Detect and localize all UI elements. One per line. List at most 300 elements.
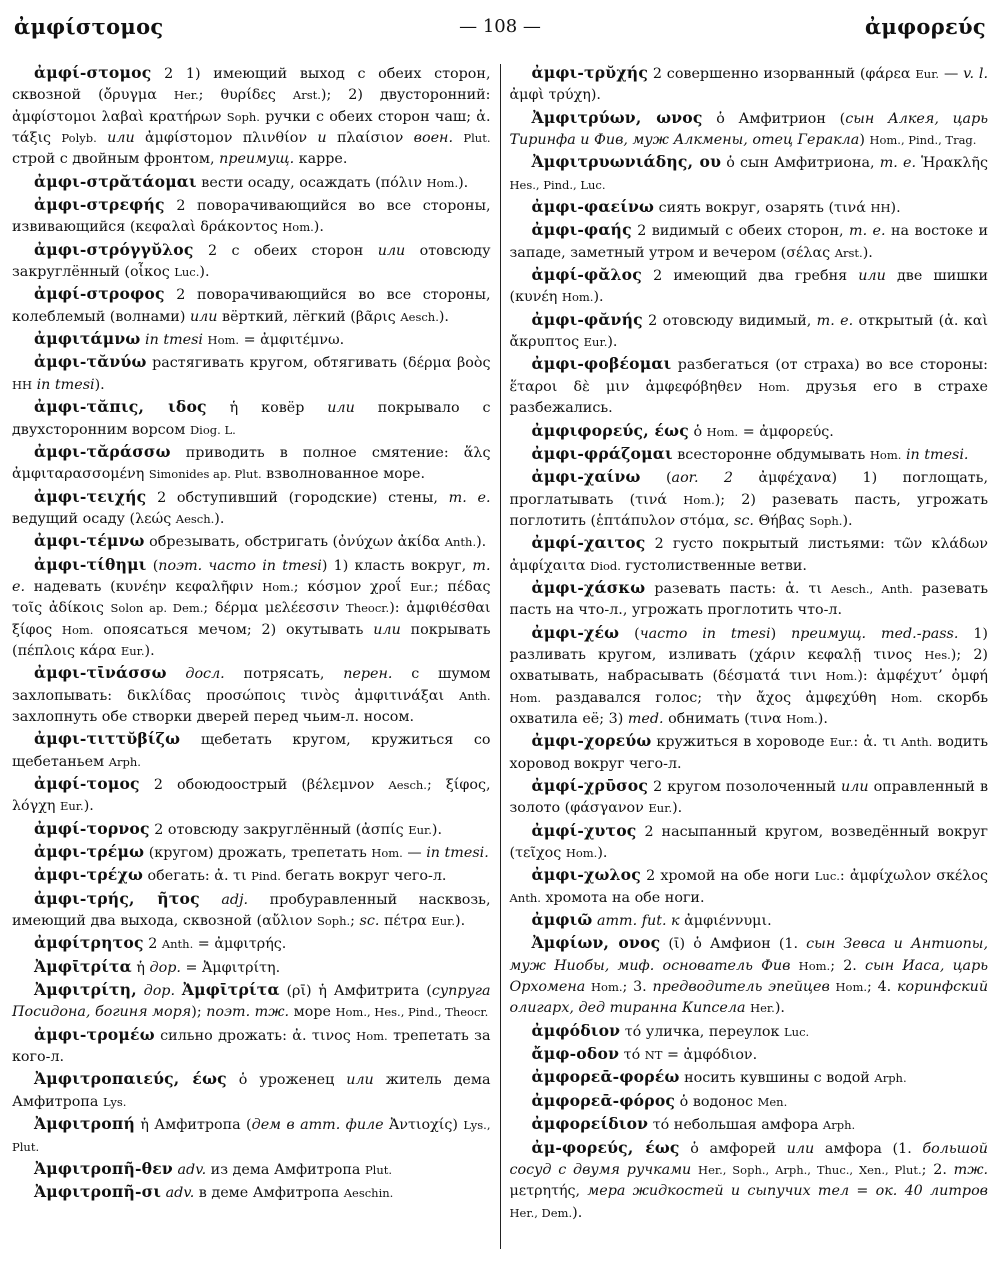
italic-note: adv. xyxy=(165,1185,195,1202)
entry-text: хромота на обе ноги. xyxy=(540,889,705,906)
dictionary-entry xyxy=(12,486,491,531)
source-abbrev: Soph. xyxy=(316,914,351,929)
italic-note: или xyxy=(189,308,218,325)
italic-note: sc. xyxy=(359,913,380,930)
entry-text: раздавался голос; τὴν ἄχος ἀμφεχύθη xyxy=(541,689,891,706)
entry-text: строй с двойным фронтом, xyxy=(12,151,220,168)
entry-text: в деме Амфитропа xyxy=(194,1185,344,1202)
italic-note: in tmesi xyxy=(145,332,203,349)
entry-text: всесторонне обдумывать xyxy=(672,446,870,463)
source-abbrev: Hom. xyxy=(758,379,790,394)
entry-text: ); 2) двусторонний: ἀμφίστομοι λαβαὶ κρατήρων xyxy=(12,87,491,125)
entry-text: бегать вокруг чего-л. xyxy=(280,868,447,885)
dictionary-entry xyxy=(12,554,491,663)
headword: ἀμφίτρητος xyxy=(34,933,144,953)
dictionary-entry xyxy=(510,532,989,577)
source-abbrev: Hes. xyxy=(924,647,951,662)
entry-text: ). xyxy=(890,200,901,217)
source-abbrev: Aesch. xyxy=(400,309,439,324)
source-abbrev: Hom. xyxy=(561,290,594,305)
dictionary-entry xyxy=(510,1090,989,1113)
italic-note: т. е. xyxy=(448,489,491,506)
entry-text: покрывать (πέπλοις κάρα xyxy=(12,621,491,659)
italic-note: или xyxy=(107,130,135,147)
source-abbrev: Men. xyxy=(757,1094,788,1109)
headword: ἀμφι-τειχής xyxy=(34,486,147,506)
dictionary-entry xyxy=(12,841,491,864)
source-abbrev: Plut. xyxy=(463,131,491,146)
source-abbrev: Hom. xyxy=(890,690,923,705)
headword: ἀμφι-τᾰράσσω xyxy=(34,441,171,461)
entry-text: Θήβας xyxy=(753,512,810,529)
entry-text: πλαίσιον xyxy=(326,130,414,147)
entry-text: ). xyxy=(199,264,210,281)
entry-text: 2 хромой на обе ноги xyxy=(640,868,815,885)
entry-text: житель дема Амфитропа xyxy=(12,1072,491,1110)
entry-text: 2 1) имеющий выход с обеих сторон, сквозной (ὄρυγμα xyxy=(12,66,491,104)
entry-text: пробуравленный насквозь, имеющий два выхода, сквозной (αὔλιον xyxy=(12,891,491,930)
entry-text: обрезывать, обстригать (ὀνύχων ἀκίδα xyxy=(144,534,445,551)
entry-text: 2 кругом позолоченный xyxy=(648,779,842,795)
entry-text: трепетать за кого-л. xyxy=(12,1027,491,1066)
italic-note: супруга Посидона, богиня моря xyxy=(12,983,491,1021)
entry-text: обегать: ἀ. τι xyxy=(143,868,252,885)
source-abbrev: Anth. xyxy=(459,688,491,703)
entry-text: ). xyxy=(83,798,94,815)
source-abbrev: Hom. xyxy=(207,333,240,348)
italic-note: досл. xyxy=(185,666,225,683)
dictionary-entry xyxy=(510,1137,989,1224)
entry-text xyxy=(97,130,107,146)
italic-note: дор. xyxy=(149,959,181,976)
dictionary-entry xyxy=(12,194,491,239)
headword: ἀμφι-τᾰπις, ιδος xyxy=(34,397,207,417)
dictionary-entry xyxy=(510,1043,989,1066)
headword: ἀμφιῶ xyxy=(531,910,593,930)
entry-text: приводить в полное смятение: ἅλς ἀμφιταρασσομένη xyxy=(12,444,491,483)
entry-text: 2 насыпанный кругом, возведённый вокруг (τεῖχος xyxy=(509,823,988,862)
headword: Ἀμφιτροπῆ-σι xyxy=(34,1182,162,1202)
headword: ἀμφι-χωλος xyxy=(531,865,641,885)
dictionary-entry xyxy=(12,1181,491,1204)
italic-note: или xyxy=(377,242,406,259)
source-abbrev: Aesch., Anth. xyxy=(831,581,913,596)
entry-text: ). xyxy=(214,510,225,527)
source-abbrev: Arph. xyxy=(874,1071,907,1086)
source-abbrev: Arph. xyxy=(108,754,141,769)
headword: ἀμφι-χέω xyxy=(531,622,620,642)
entry-text: ὁ амфорей xyxy=(679,1140,787,1157)
headword: ἀμφι-στρεφής xyxy=(34,195,165,215)
headword: Ἀμφιτρίτη, xyxy=(34,980,137,1000)
source-abbrev: Hom. xyxy=(869,447,902,462)
italic-note: преимущ. xyxy=(219,151,295,168)
entry-text: τό xyxy=(619,1047,645,1064)
headword: ἀμφι-φαής xyxy=(531,220,632,240)
headword: Ἀμφιτροπῆ-θεν xyxy=(34,1158,173,1178)
entry-text: ὁ Амфитрион ( xyxy=(702,110,846,127)
entry-text: открытый (ἀ. καὶ ἄκρυπτος xyxy=(509,312,988,351)
entry-text: = ἀμφορεύς. xyxy=(738,423,834,440)
entry-text: (ρῑ) ἡ Амфитрита ( xyxy=(279,983,432,1000)
left-column xyxy=(12,62,500,1249)
headword: ἀμφί-χρῡσος xyxy=(531,776,649,795)
entry-text: ). xyxy=(672,800,683,817)
entry-text: ). xyxy=(94,376,105,393)
italic-note: мера жидкостей и сыпучих тел = ок. 40 литров xyxy=(587,1183,988,1200)
entry-text: ведущий осаду (λεώς xyxy=(12,510,176,527)
source-abbrev: Solon ap. Dem. xyxy=(110,601,204,616)
entry-text: захлопнуть обе створки дверей перед чьим-л. носом. xyxy=(12,708,414,725)
source-abbrev: Eur. xyxy=(915,67,940,81)
source-abbrev: Luc. xyxy=(784,1024,810,1039)
source-abbrev: Hom. xyxy=(61,622,94,637)
dictionary-entry xyxy=(12,888,491,933)
source-abbrev: Eur. xyxy=(829,735,854,750)
dictionary-entry xyxy=(12,1158,491,1181)
headword: ἀμφί-χυτος xyxy=(531,820,637,840)
entry-text: ). xyxy=(817,710,828,727)
italic-note: v. l. xyxy=(963,66,988,82)
headword: ἀμφορεᾱ-φορέω xyxy=(531,1067,680,1087)
header-last-headword: ἀμφορεύς xyxy=(864,14,986,39)
entry-text: = ἀμφιτέμνω. xyxy=(239,332,345,349)
headword: ἀμφι-τῑνάσσω xyxy=(34,663,167,683)
dictionary-entry xyxy=(510,420,989,443)
entry-text: ἀμφέχανα) 1) поглощать, проглатывать (τινά xyxy=(509,470,988,508)
headword: ἀμφι-στρόγγῠλος xyxy=(34,239,194,259)
italic-note: поэт. тж. xyxy=(206,1004,290,1021)
entry-text: потрясать, xyxy=(224,666,344,683)
entry-text: 2 с обеих сторон xyxy=(193,242,378,259)
headword: ἄμφ-οδον xyxy=(531,1044,620,1064)
headword: ἀμφί-τομος xyxy=(34,774,140,793)
italic-note: in tmesi. xyxy=(905,446,969,463)
entry-text: ὁ водонос xyxy=(675,1093,758,1110)
entry-text: τό небольшая амфора xyxy=(648,1117,823,1134)
entry-text: = Ἀμφιτρίτη. xyxy=(180,959,281,976)
dictionary-entry xyxy=(12,773,491,818)
entry-text: ). xyxy=(862,244,873,261)
source-abbrev: Her., Soph., Arph., Thuc., Xen., Plut. xyxy=(698,1162,922,1177)
italic-note: in tmesi. xyxy=(426,845,489,862)
source-abbrev: Soph. xyxy=(226,109,260,124)
entry-text xyxy=(137,983,144,999)
dictionary-entry xyxy=(12,1024,491,1069)
dictionary-entry xyxy=(12,1113,491,1158)
italic-note: adv. xyxy=(177,1161,207,1178)
entry-text: ). xyxy=(455,913,466,930)
entry-text: ). xyxy=(593,289,604,306)
entry-text: ) 1) класть вокруг, xyxy=(321,557,473,574)
italic-note: и xyxy=(317,130,327,147)
source-abbrev: Anth. xyxy=(900,735,933,750)
dictionary-entry xyxy=(12,171,491,194)
source-abbrev: Aeschin. xyxy=(343,1186,394,1201)
entry-text: с шумом захлопывать: δικλίδας προσώποις τινὸς ἀμφιτινάξαι xyxy=(12,666,491,704)
entry-text: 2 поворачивающийся во все стороны, извивающийся (κεφαλαὶ δράκοντος xyxy=(12,198,491,236)
entry-text: ). xyxy=(774,1000,785,1017)
source-abbrev: Hom. xyxy=(509,690,542,705)
dictionary-entry xyxy=(510,151,989,196)
source-abbrev: Eur. xyxy=(408,822,432,837)
entry-text: сильно дрожать: ἀ. τινος xyxy=(154,1027,357,1044)
source-abbrev: Diod. xyxy=(590,558,621,573)
source-abbrev: Anth. xyxy=(161,937,194,952)
entry-text: ; θυρίδες xyxy=(198,87,293,104)
dictionary-entry xyxy=(12,239,491,284)
headword: ἀμφι-τρέχω xyxy=(34,865,143,885)
headword: ἀμφι-φαείνω xyxy=(531,197,655,217)
entry-text: карре. xyxy=(294,151,348,168)
entry-text: ). xyxy=(438,308,449,325)
source-abbrev: Hom. xyxy=(371,846,403,861)
source-abbrev: Hom. xyxy=(825,669,858,684)
headword: ἀμφι-φοβέομαι xyxy=(531,354,672,374)
headword: ἀμφι-τιττῠβίζω xyxy=(34,729,181,749)
page-number: — 108 — xyxy=(459,16,541,37)
entry-text: на востоке и западе, заметный утром и вечером (σέλας xyxy=(509,223,989,261)
italic-note: дор. xyxy=(143,983,176,1000)
italic-note: или xyxy=(346,1072,374,1089)
entry-text xyxy=(175,983,182,999)
source-abbrev: HH xyxy=(870,201,891,216)
dictionary-entry xyxy=(12,530,491,553)
entry-text: обнимать (τινα xyxy=(663,710,787,727)
entry-text: τό уличка, переулок xyxy=(620,1023,785,1040)
headword: ἀμφί-τορνος xyxy=(34,818,150,838)
entry-text: ; 2. xyxy=(830,957,866,974)
source-abbrev: Arph. xyxy=(822,1118,856,1133)
entry-text: густолиственные ветви. xyxy=(620,557,807,574)
source-abbrev: Hes., Pind., Luc. xyxy=(509,177,606,192)
entry-text: 2 обоюдоострый (βέλεμνον xyxy=(139,777,389,793)
dictionary-columns xyxy=(12,62,988,1249)
italic-note: или xyxy=(841,779,869,795)
source-abbrev: Theocr. xyxy=(346,601,390,616)
entry-text: 2 поворачивающийся во все стороны, колеблемый (волнами) xyxy=(12,287,491,325)
entry-text: разевать пасть на что-л., угрожать проглотить что-л. xyxy=(509,580,988,619)
dictionary-entry xyxy=(510,1113,989,1136)
italic-note: большой сосуд с двумя ручками xyxy=(509,1140,988,1178)
headword: Ἀμφιτροπή xyxy=(34,1114,135,1134)
entry-text: вести осаду, осаждать (πόλιν xyxy=(196,174,427,191)
italic-note: т. е. xyxy=(816,312,854,329)
entry-text: (кругом) дрожать, трепетать xyxy=(144,845,372,862)
source-abbrev: Eur. xyxy=(60,799,84,814)
dictionary-entry xyxy=(510,820,989,865)
italic-note: т. е. xyxy=(12,557,491,595)
source-abbrev: Soph. xyxy=(809,513,843,528)
entry-text xyxy=(790,958,798,974)
entry-text: ). xyxy=(313,219,324,236)
dictionary-entry xyxy=(12,1068,491,1113)
italic-note: т. е. xyxy=(849,223,886,240)
dictionary-entry xyxy=(510,196,989,219)
source-abbrev: Hom. xyxy=(282,220,314,235)
entry-text: разевать пасть: ἀ. τι xyxy=(645,580,832,597)
entry-text: ; ξίφος, λόγχη xyxy=(12,777,491,815)
header-first-headword: ἀμφίστομος xyxy=(14,14,164,39)
source-abbrev: Pind. xyxy=(251,869,281,884)
entry-text: покрывало с двухсторонним ворсом xyxy=(12,400,491,438)
entry-text xyxy=(453,130,463,146)
dictionary-entry xyxy=(12,328,491,351)
headword: ἀμφί-στομος xyxy=(34,63,152,82)
source-abbrev: Aesch. xyxy=(388,778,427,792)
source-abbrev: Her., Dem. xyxy=(509,1205,573,1220)
source-abbrev: Hom. xyxy=(565,846,598,861)
italic-note: или xyxy=(858,268,886,285)
headword: Ἀμφιτροπαιεύς, έως xyxy=(34,1069,227,1089)
entry-text: ). xyxy=(476,534,487,551)
italic-note: sc. xyxy=(734,512,754,529)
source-abbrev: Lys., Plut. xyxy=(12,1118,491,1154)
entry-text: амфора (1. xyxy=(814,1140,923,1157)
headword: ἀμφόδιον xyxy=(531,1020,621,1040)
dictionary-entry xyxy=(510,1020,989,1043)
headword: Ἀμφῑτρίτα xyxy=(181,980,280,1000)
entry-text: ). xyxy=(458,174,469,191)
entry-text: ). xyxy=(572,1204,583,1221)
headword: ἀμφι-τᾰνύω xyxy=(34,352,147,372)
dictionary-entry xyxy=(510,1066,989,1089)
italic-note: или xyxy=(373,621,401,638)
italic-note: in tmesi xyxy=(36,376,95,393)
entry-text: ); 2) охватывать, набрасывать (δέσματά τινι xyxy=(509,646,988,685)
entry-text: ἡ xyxy=(131,959,150,976)
headword: ἀμφί-φᾰλος xyxy=(531,265,642,285)
entry-text: вёрткий, лёгкий (βᾶρις xyxy=(217,308,401,325)
dictionary-entry xyxy=(510,466,989,532)
headword: ἀμφιτάμνω xyxy=(34,329,141,349)
entry-text: ). xyxy=(607,334,618,351)
source-abbrev: Polyb. xyxy=(61,131,97,146)
italic-note: воен. xyxy=(413,130,454,147)
dictionary-entry xyxy=(510,622,989,731)
source-abbrev: Eur. xyxy=(410,579,434,594)
headword: ἀμφορείδιον xyxy=(531,1114,649,1134)
italic-note: или xyxy=(786,1140,815,1157)
entry-text: 2 видимый с обеих сторон, xyxy=(631,223,850,240)
source-abbrev: Aesch. xyxy=(175,511,215,526)
headword: ἀμφι-στρᾰτάομαι xyxy=(34,171,197,191)
entry-text: водить хоровод вокруг чего-л. xyxy=(509,734,989,772)
source-abbrev: Hom. xyxy=(262,579,294,594)
source-abbrev: Luc. xyxy=(174,265,200,280)
dictionary-entry xyxy=(12,956,491,979)
dictionary-entry xyxy=(12,62,491,171)
entry-text: ; δέρμα μελέεσσιν xyxy=(203,600,347,617)
source-abbrev: Luc. xyxy=(814,869,840,884)
italic-note: тж. xyxy=(953,1161,989,1178)
entry-text: ἀμφίστομον πλινθίον xyxy=(134,130,318,147)
source-abbrev: Hom. xyxy=(591,980,623,995)
headword: Ἀμφιτρύων, ωνος xyxy=(531,107,703,127)
entry-text: оправленный в золото (φάσγανον xyxy=(509,779,988,817)
italic-note: коринфский олигарх, дед тиранна Кипсела xyxy=(509,979,989,1017)
entry-text: = ἀμφιτρής. xyxy=(193,936,287,953)
dictionary-entry xyxy=(510,577,989,622)
headword: ἀμ-φορεύς, έως xyxy=(531,1137,680,1157)
entry-text: μετρητής, xyxy=(509,1183,588,1200)
source-abbrev: Eur. xyxy=(431,914,456,929)
entry-text: 2 имеющий два гребня xyxy=(641,268,859,285)
dictionary-entry xyxy=(510,62,989,107)
entry-text: 2 обступивший (городские) стены, xyxy=(146,489,449,506)
italic-note: часто in tmesi xyxy=(639,625,771,642)
dictionary-entry xyxy=(510,932,989,1019)
entry-text: отовсюду закруглённый (οἶκος xyxy=(12,242,491,281)
entry-text: море xyxy=(289,1004,336,1021)
dictionary-entry xyxy=(12,351,491,396)
entry-text: ) xyxy=(859,132,870,149)
source-abbrev: Anth. xyxy=(509,890,541,905)
headword: ἀμφι-τρής, ῆτος xyxy=(34,888,200,908)
italic-note: сын Иаса, царь Орхомена xyxy=(509,957,989,996)
entry-text: ἡ ковёр xyxy=(206,400,328,417)
source-abbrev: Plut. xyxy=(364,1162,393,1177)
source-abbrev: Arst. xyxy=(834,245,863,260)
entry-text: = ἀμφόδιον. xyxy=(662,1047,758,1064)
italic-note: преимущ. med.-pass. xyxy=(791,625,959,642)
dictionary-entry xyxy=(12,441,491,486)
entry-text: сиять вокруг, озарять (τινά xyxy=(654,200,871,217)
source-abbrev: Eur. xyxy=(648,801,673,816)
entry-text: — xyxy=(939,66,964,82)
source-abbrev: Her. xyxy=(173,88,199,103)
dictionary-entry xyxy=(12,932,491,955)
headword: ἀμφι-τρῠχής xyxy=(531,63,649,82)
entry-text: 2 густо покрытый листьями: τῶν κλάδων ἀμφίχαιτα xyxy=(509,536,988,574)
headword: ἀμφι-τρέμω xyxy=(34,842,145,862)
dictionary-entry xyxy=(510,909,989,932)
entry-text: : ἀ. τι xyxy=(853,734,901,751)
headword: Ἀμφῑτρίτα xyxy=(34,956,132,976)
entry-text: ἀμφιέννυμι. xyxy=(679,913,772,930)
page-header xyxy=(14,14,986,48)
headword: ἀμφι-χορεύω xyxy=(531,731,652,751)
dictionary-entry xyxy=(12,818,491,841)
entry-text: 2 xyxy=(143,936,162,953)
entry-text: ὁ уроженец xyxy=(226,1072,347,1089)
entry-text: разбегаться (от страха) во все стороны: ἕταροι δὲ μιν ἀμφεφόβηθεν xyxy=(509,357,988,395)
italic-note: т. е. xyxy=(879,155,917,172)
headword: ἀμφί-χαιτος xyxy=(531,533,646,553)
entry-text: друзья его в страхе разбежались. xyxy=(509,378,988,417)
entry-text: Ἀντιοχίς) xyxy=(383,1117,464,1134)
entry-text: 2 отовсюду видимый, xyxy=(642,312,817,329)
source-abbrev: Hom. xyxy=(356,1028,388,1043)
entry-text: ): ἀμφέχυτ’ ὀμφή xyxy=(857,668,988,685)
entry-text: взволнованное море. xyxy=(261,466,426,483)
source-abbrev: Diog. L. xyxy=(189,422,236,437)
headword: ἀμφι-χάσκω xyxy=(531,577,646,597)
entry-text: πέτρα xyxy=(379,913,432,930)
source-abbrev: Lys. xyxy=(102,1094,127,1109)
source-abbrev: Hom. xyxy=(835,980,868,995)
italic-note: сын Алкея, царь Тиринфа и Фив, муж Алкмены, отец Геракла xyxy=(509,110,989,149)
source-abbrev: Hom. xyxy=(798,958,831,973)
entry-text: ); xyxy=(191,1004,207,1021)
dictionary-entry xyxy=(510,107,989,152)
source-abbrev: Hom. xyxy=(683,492,715,507)
headword: ἀμφι-φᾰνής xyxy=(531,309,643,329)
entry-text: ; 3. xyxy=(622,979,653,996)
headword: ἀμφί-στροφος xyxy=(34,284,165,304)
entry-text: (ῑ) ὁ Амфион (1. xyxy=(660,936,807,953)
entry-text xyxy=(167,666,186,682)
